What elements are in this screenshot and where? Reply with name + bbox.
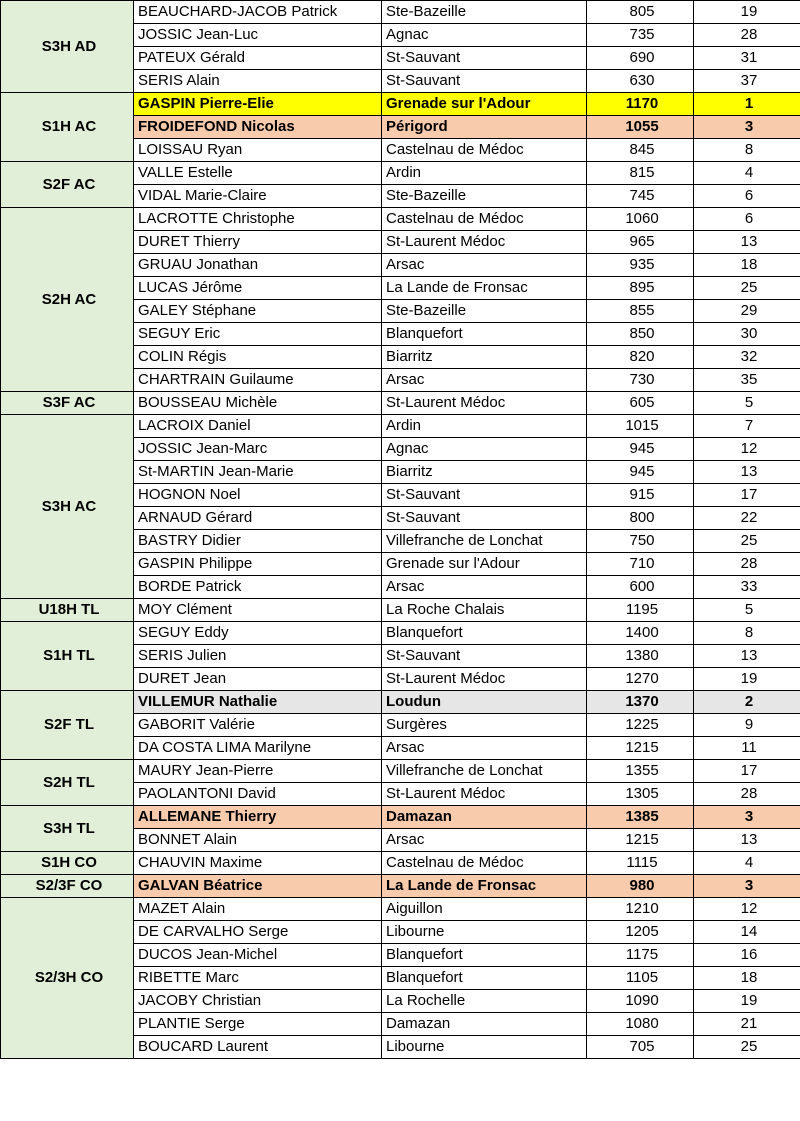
rank-cell: 28 — [694, 783, 800, 806]
name-cell: VILLEMUR Nathalie — [134, 691, 382, 714]
points-cell: 820 — [587, 346, 694, 369]
club-cell: Castelnau de Médoc — [382, 139, 587, 162]
name-cell: COLIN Régis — [134, 346, 382, 369]
name-cell: HOGNON Noel — [134, 484, 382, 507]
club-cell: Arsac — [382, 737, 587, 760]
points-cell: 1355 — [587, 760, 694, 783]
points-cell: 1380 — [587, 645, 694, 668]
club-cell: La Lande de Fronsac — [382, 875, 587, 898]
club-cell: Arsac — [382, 829, 587, 852]
name-cell: RIBETTE Marc — [134, 967, 382, 990]
name-cell: GASPIN Philippe — [134, 553, 382, 576]
club-cell: Ste-Bazeille — [382, 185, 587, 208]
points-cell: 855 — [587, 300, 694, 323]
rank-cell: 5 — [694, 599, 800, 622]
rank-cell: 3 — [694, 116, 800, 139]
rank-cell: 4 — [694, 162, 800, 185]
club-cell: Agnac — [382, 24, 587, 47]
club-cell: Surgères — [382, 714, 587, 737]
points-cell: 705 — [587, 1036, 694, 1059]
rank-cell: 28 — [694, 553, 800, 576]
rank-cell: 25 — [694, 1036, 800, 1059]
name-cell: MAZET Alain — [134, 898, 382, 921]
category-cell: S2F AC — [1, 162, 134, 208]
name-cell: VALLE Estelle — [134, 162, 382, 185]
points-cell: 1090 — [587, 990, 694, 1013]
table-row — [1, 1, 800, 24]
name-cell: LACROIX Daniel — [134, 415, 382, 438]
rank-cell: 1 — [694, 93, 800, 116]
club-cell: Villefranche de Lonchat — [382, 760, 587, 783]
name-cell: CHAUVIN Maxime — [134, 852, 382, 875]
points-cell: 945 — [587, 438, 694, 461]
name-cell: ARNAUD Gérard — [134, 507, 382, 530]
points-cell: 1225 — [587, 714, 694, 737]
name-cell: BONNET Alain — [134, 829, 382, 852]
rank-cell: 3 — [694, 875, 800, 898]
club-cell: Agnac — [382, 438, 587, 461]
category-cell: S1H CO — [1, 852, 134, 875]
rank-cell: 9 — [694, 714, 800, 737]
rank-cell: 29 — [694, 300, 800, 323]
club-cell: Grenade sur l'Adour — [382, 93, 587, 116]
club-cell: St-Sauvant — [382, 47, 587, 70]
club-cell: Blanquefort — [382, 967, 587, 990]
points-cell: 965 — [587, 231, 694, 254]
club-cell: La Roche Chalais — [382, 599, 587, 622]
points-cell: 800 — [587, 507, 694, 530]
name-cell: DURET Thierry — [134, 231, 382, 254]
club-cell: St-Laurent Médoc — [382, 392, 587, 415]
club-cell: Blanquefort — [382, 944, 587, 967]
name-cell: LUCAS Jérôme — [134, 277, 382, 300]
name-cell: FROIDEFOND Nicolas — [134, 116, 382, 139]
name-cell: GALEY Stéphane — [134, 300, 382, 323]
name-cell: LOISSAU Ryan — [134, 139, 382, 162]
rank-cell: 13 — [694, 231, 800, 254]
club-cell: Blanquefort — [382, 323, 587, 346]
rank-cell: 18 — [694, 967, 800, 990]
club-cell: Loudun — [382, 691, 587, 714]
table-row — [1, 852, 800, 875]
name-cell: SERIS Alain — [134, 70, 382, 93]
club-cell: St-Laurent Médoc — [382, 668, 587, 691]
name-cell: DE CARVALHO Serge — [134, 921, 382, 944]
club-cell: Villefranche de Lonchat — [382, 530, 587, 553]
name-cell: DA COSTA LIMA Marilyne — [134, 737, 382, 760]
club-cell: Castelnau de Médoc — [382, 208, 587, 231]
points-cell: 1370 — [587, 691, 694, 714]
name-cell: GABORIT Valérie — [134, 714, 382, 737]
rank-cell: 13 — [694, 829, 800, 852]
rank-cell: 35 — [694, 369, 800, 392]
table-row — [1, 760, 800, 783]
rank-cell: 19 — [694, 1, 800, 24]
name-cell: GALVAN Béatrice — [134, 875, 382, 898]
rank-cell: 14 — [694, 921, 800, 944]
rank-cell: 25 — [694, 530, 800, 553]
points-cell: 730 — [587, 369, 694, 392]
rank-cell: 21 — [694, 1013, 800, 1036]
name-cell: BOUSSEAU Michèle — [134, 392, 382, 415]
points-cell: 605 — [587, 392, 694, 415]
club-cell: Damazan — [382, 806, 587, 829]
name-cell: ALLEMANE Thierry — [134, 806, 382, 829]
rank-cell: 17 — [694, 760, 800, 783]
rank-cell: 17 — [694, 484, 800, 507]
club-cell: Arsac — [382, 369, 587, 392]
club-cell: Ardin — [382, 415, 587, 438]
rank-cell: 25 — [694, 277, 800, 300]
rank-cell: 3 — [694, 806, 800, 829]
points-cell: 1305 — [587, 783, 694, 806]
club-cell: St-Sauvant — [382, 484, 587, 507]
name-cell: JOSSIC Jean-Marc — [134, 438, 382, 461]
club-cell: St-Laurent Médoc — [382, 231, 587, 254]
points-cell: 1210 — [587, 898, 694, 921]
name-cell: VIDAL Marie-Claire — [134, 185, 382, 208]
name-cell: GRUAU Jonathan — [134, 254, 382, 277]
points-cell: 895 — [587, 277, 694, 300]
rank-cell: 22 — [694, 507, 800, 530]
rank-cell: 31 — [694, 47, 800, 70]
club-cell: Castelnau de Médoc — [382, 852, 587, 875]
name-cell: St-MARTIN Jean-Marie — [134, 461, 382, 484]
category-cell: S2/3H CO — [1, 898, 134, 1059]
table-row — [1, 93, 800, 116]
points-cell: 815 — [587, 162, 694, 185]
name-cell: CHARTRAIN Guilaume — [134, 369, 382, 392]
table-row — [1, 622, 800, 645]
category-cell: S2H TL — [1, 760, 134, 806]
club-cell: Biarritz — [382, 346, 587, 369]
rank-cell: 19 — [694, 990, 800, 1013]
name-cell: BASTRY Didier — [134, 530, 382, 553]
name-cell: PLANTIE Serge — [134, 1013, 382, 1036]
name-cell: LACROTTE Christophe — [134, 208, 382, 231]
rank-cell: 12 — [694, 898, 800, 921]
rank-cell: 37 — [694, 70, 800, 93]
name-cell: SERIS Julien — [134, 645, 382, 668]
category-cell: S2F TL — [1, 691, 134, 760]
rank-cell: 28 — [694, 24, 800, 47]
rank-cell: 16 — [694, 944, 800, 967]
category-cell: S1H AC — [1, 93, 134, 162]
points-cell: 1385 — [587, 806, 694, 829]
club-cell: Libourne — [382, 1036, 587, 1059]
club-cell: St-Sauvant — [382, 507, 587, 530]
points-cell: 1105 — [587, 967, 694, 990]
name-cell: GASPIN Pierre-Elie — [134, 93, 382, 116]
name-cell: DUCOS Jean-Michel — [134, 944, 382, 967]
category-cell: S3H TL — [1, 806, 134, 852]
category-cell: S3H AD — [1, 1, 134, 93]
points-cell: 805 — [587, 1, 694, 24]
rank-cell: 13 — [694, 461, 800, 484]
name-cell: BORDE Patrick — [134, 576, 382, 599]
club-cell: Blanquefort — [382, 622, 587, 645]
category-cell: S1H TL — [1, 622, 134, 691]
points-cell: 845 — [587, 139, 694, 162]
rank-cell: 11 — [694, 737, 800, 760]
points-cell: 1115 — [587, 852, 694, 875]
points-cell: 980 — [587, 875, 694, 898]
points-cell: 690 — [587, 47, 694, 70]
name-cell: PAOLANTONI David — [134, 783, 382, 806]
table-row — [1, 599, 800, 622]
club-cell: La Rochelle — [382, 990, 587, 1013]
points-cell: 1215 — [587, 737, 694, 760]
points-cell: 1205 — [587, 921, 694, 944]
table-row — [1, 415, 800, 438]
club-cell: Damazan — [382, 1013, 587, 1036]
club-cell: St-Sauvant — [382, 70, 587, 93]
club-cell: Aiguillon — [382, 898, 587, 921]
points-cell: 1060 — [587, 208, 694, 231]
category-cell: S2/3F CO — [1, 875, 134, 898]
club-cell: Ste-Bazeille — [382, 1, 587, 24]
club-cell: Arsac — [382, 576, 587, 599]
points-cell: 1170 — [587, 93, 694, 116]
points-cell: 1195 — [587, 599, 694, 622]
points-cell: 750 — [587, 530, 694, 553]
rank-cell: 12 — [694, 438, 800, 461]
points-cell: 1055 — [587, 116, 694, 139]
category-cell: U18H TL — [1, 599, 134, 622]
rank-cell: 8 — [694, 622, 800, 645]
points-cell: 710 — [587, 553, 694, 576]
name-cell: MOY Clément — [134, 599, 382, 622]
name-cell: BOUCARD Laurent — [134, 1036, 382, 1059]
rank-cell: 2 — [694, 691, 800, 714]
category-cell: S2H AC — [1, 208, 134, 392]
rank-cell: 5 — [694, 392, 800, 415]
name-cell: BEAUCHARD-JACOB Patrick — [134, 1, 382, 24]
name-cell: SEGUY Eddy — [134, 622, 382, 645]
table-row — [1, 162, 800, 185]
table-row — [1, 208, 800, 231]
rank-cell: 18 — [694, 254, 800, 277]
points-cell: 1080 — [587, 1013, 694, 1036]
club-cell: Périgord — [382, 116, 587, 139]
points-cell: 1400 — [587, 622, 694, 645]
name-cell: JACOBY Christian — [134, 990, 382, 1013]
points-cell: 935 — [587, 254, 694, 277]
name-cell: SEGUY Eric — [134, 323, 382, 346]
club-cell: Libourne — [382, 921, 587, 944]
points-cell: 1175 — [587, 944, 694, 967]
rank-cell: 19 — [694, 668, 800, 691]
club-cell: St-Sauvant — [382, 645, 587, 668]
table-row — [1, 392, 800, 415]
table-row — [1, 898, 800, 921]
club-cell: La Lande de Fronsac — [382, 277, 587, 300]
rank-cell: 30 — [694, 323, 800, 346]
name-cell: DURET Jean — [134, 668, 382, 691]
points-cell: 850 — [587, 323, 694, 346]
rank-cell: 6 — [694, 185, 800, 208]
rank-cell: 13 — [694, 645, 800, 668]
name-cell: PATEUX Gérald — [134, 47, 382, 70]
category-cell: S3F AC — [1, 392, 134, 415]
points-cell: 745 — [587, 185, 694, 208]
points-cell: 945 — [587, 461, 694, 484]
table-row — [1, 806, 800, 829]
club-cell: Ste-Bazeille — [382, 300, 587, 323]
points-cell: 1215 — [587, 829, 694, 852]
rank-cell: 6 — [694, 208, 800, 231]
club-cell: St-Laurent Médoc — [382, 783, 587, 806]
table-row — [1, 875, 800, 898]
club-cell: Grenade sur l'Adour — [382, 553, 587, 576]
name-cell: JOSSIC Jean-Luc — [134, 24, 382, 47]
points-cell: 630 — [587, 70, 694, 93]
points-cell: 735 — [587, 24, 694, 47]
rank-cell: 8 — [694, 139, 800, 162]
rank-cell: 33 — [694, 576, 800, 599]
name-cell: MAURY Jean-Pierre — [134, 760, 382, 783]
rank-cell: 4 — [694, 852, 800, 875]
rank-cell: 32 — [694, 346, 800, 369]
points-cell: 1270 — [587, 668, 694, 691]
rank-cell: 7 — [694, 415, 800, 438]
points-cell: 915 — [587, 484, 694, 507]
table-row — [1, 691, 800, 714]
points-cell: 600 — [587, 576, 694, 599]
category-cell: S3H AC — [1, 415, 134, 599]
club-cell: Arsac — [382, 254, 587, 277]
points-cell: 1015 — [587, 415, 694, 438]
club-cell: Biarritz — [382, 461, 587, 484]
club-cell: Ardin — [382, 162, 587, 185]
